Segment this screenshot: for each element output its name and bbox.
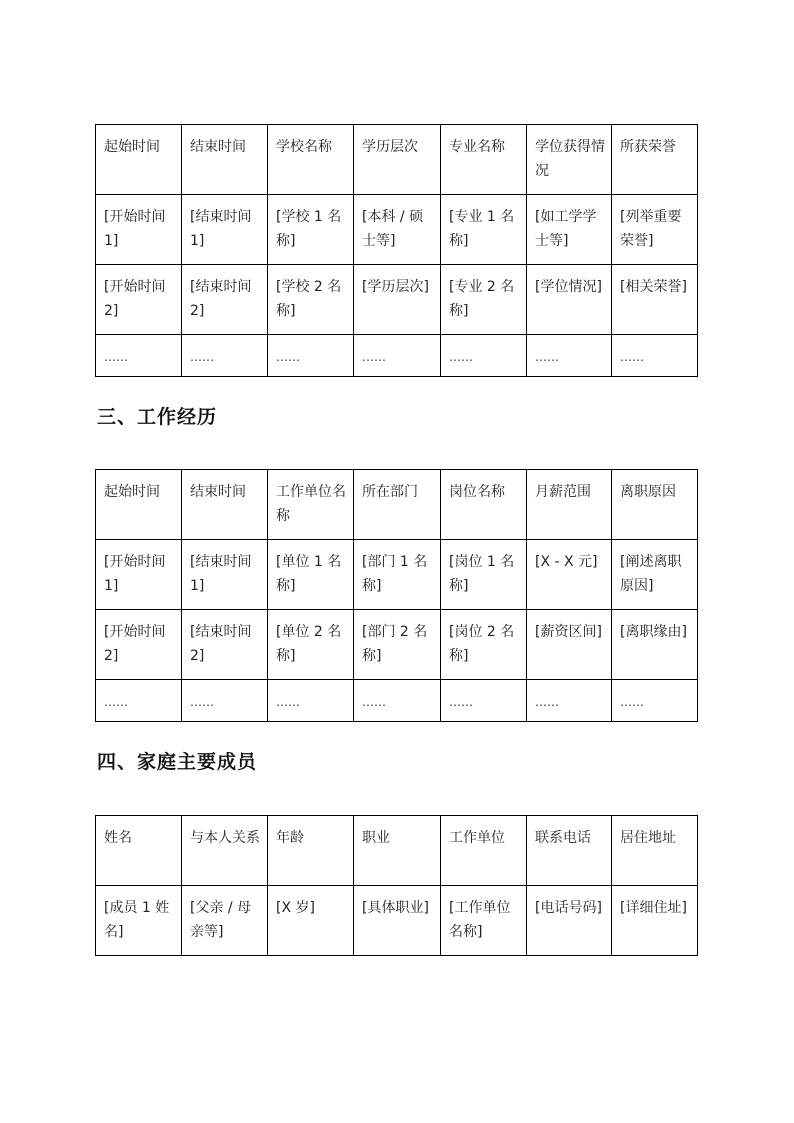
table-cell: [如工学学士等] <box>527 195 612 265</box>
header-cell: 结束时间 <box>182 125 268 195</box>
header-cell: 居住地址 <box>612 816 698 886</box>
header-cell: 专业名称 <box>441 125 527 195</box>
table-cell: [离职缘由] <box>612 610 698 680</box>
header-cell: 离职原因 <box>612 470 698 540</box>
table-row <box>96 886 698 956</box>
table-cell: [开始时间 1] <box>96 540 182 610</box>
table-cell: [薪资区间] <box>527 610 612 680</box>
table-header-row <box>96 470 698 540</box>
header-cell: 所获荣誉 <box>612 125 698 195</box>
table-cell: [开始时间 2] <box>96 265 182 335</box>
header-cell: 与本人关系 <box>182 816 268 886</box>
family-members-table <box>95 815 698 956</box>
table-cell: [成员 1 姓名] <box>96 886 182 956</box>
table-header-row <box>96 816 698 886</box>
table-cell: [X 岁] <box>268 886 354 956</box>
table-row <box>96 540 698 610</box>
header-cell: 起始时间 <box>96 125 182 195</box>
table-cell: [电话号码] <box>527 886 612 956</box>
table-cell: …… <box>354 335 441 377</box>
header-cell: 岗位名称 <box>441 470 527 540</box>
table-cell: …… <box>612 680 698 722</box>
table-cell: …… <box>182 335 268 377</box>
table-cell: …… <box>96 680 182 722</box>
header-cell: 联系电话 <box>527 816 612 886</box>
header-cell: 月薪范围 <box>527 470 612 540</box>
table-cell: …… <box>612 335 698 377</box>
table-row <box>96 610 698 680</box>
header-cell: 学校名称 <box>268 125 354 195</box>
table-cell: [结束时间 1] <box>182 195 268 265</box>
table-cell: [开始时间 2] <box>96 610 182 680</box>
table-cell: [结束时间 2] <box>182 610 268 680</box>
table-cell: …… <box>268 335 354 377</box>
section-heading-work: 三、工作经历 <box>97 406 218 428</box>
table-cell: [岗位 1 名称] <box>441 540 527 610</box>
header-cell: 姓名 <box>96 816 182 886</box>
work-experience-table <box>95 469 698 722</box>
table-header-row <box>96 125 698 195</box>
table-cell: [相关荣誉] <box>612 265 698 335</box>
table-cell: …… <box>441 335 527 377</box>
table-cell: [单位 2 名称] <box>268 610 354 680</box>
table-row <box>96 335 698 377</box>
table-cell: [专业 2 名称] <box>441 265 527 335</box>
table-cell: [列举重要荣誉] <box>612 195 698 265</box>
table-cell: [学校 1 名称] <box>268 195 354 265</box>
table-cell: [具体职业] <box>354 886 441 956</box>
section-heading-family: 四、家庭主要成员 <box>97 751 258 773</box>
table-cell: …… <box>354 680 441 722</box>
table-cell: [本科 / 硕士等] <box>354 195 441 265</box>
header-cell: 工作单位名称 <box>268 470 354 540</box>
table-cell: [学校 2 名称] <box>268 265 354 335</box>
table-cell: [X - X 元] <box>527 540 612 610</box>
table-cell: [岗位 2 名称] <box>441 610 527 680</box>
header-cell: 起始时间 <box>96 470 182 540</box>
header-cell: 所在部门 <box>354 470 441 540</box>
table-cell: [详细住址] <box>612 886 698 956</box>
header-cell: 年龄 <box>268 816 354 886</box>
table-cell: [学历层次] <box>354 265 441 335</box>
header-cell: 职业 <box>354 816 441 886</box>
table-row <box>96 195 698 265</box>
table-cell: [部门 1 名称] <box>354 540 441 610</box>
table-cell: …… <box>96 335 182 377</box>
table-cell: [专业 1 名称] <box>441 195 527 265</box>
table-row <box>96 680 698 722</box>
table-cell: [阐述离职原因] <box>612 540 698 610</box>
table-row <box>96 265 698 335</box>
table-cell: …… <box>527 680 612 722</box>
education-table <box>95 124 698 377</box>
table-cell: [结束时间 2] <box>182 265 268 335</box>
table-cell: [工作单位名称] <box>441 886 527 956</box>
table-cell: [部门 2 名称] <box>354 610 441 680</box>
header-cell: 学历层次 <box>354 125 441 195</box>
header-cell: 工作单位 <box>441 816 527 886</box>
header-cell: 结束时间 <box>182 470 268 540</box>
table-cell: [单位 1 名称] <box>268 540 354 610</box>
table-cell: …… <box>441 680 527 722</box>
table-cell: [开始时间 1] <box>96 195 182 265</box>
table-cell: …… <box>527 335 612 377</box>
table-cell: [结束时间 1] <box>182 540 268 610</box>
table-cell: …… <box>268 680 354 722</box>
header-cell: 学位获得情况 <box>527 125 612 195</box>
table-cell: [学位情况] <box>527 265 612 335</box>
table-cell: [父亲 / 母亲等] <box>182 886 268 956</box>
table-cell: …… <box>182 680 268 722</box>
